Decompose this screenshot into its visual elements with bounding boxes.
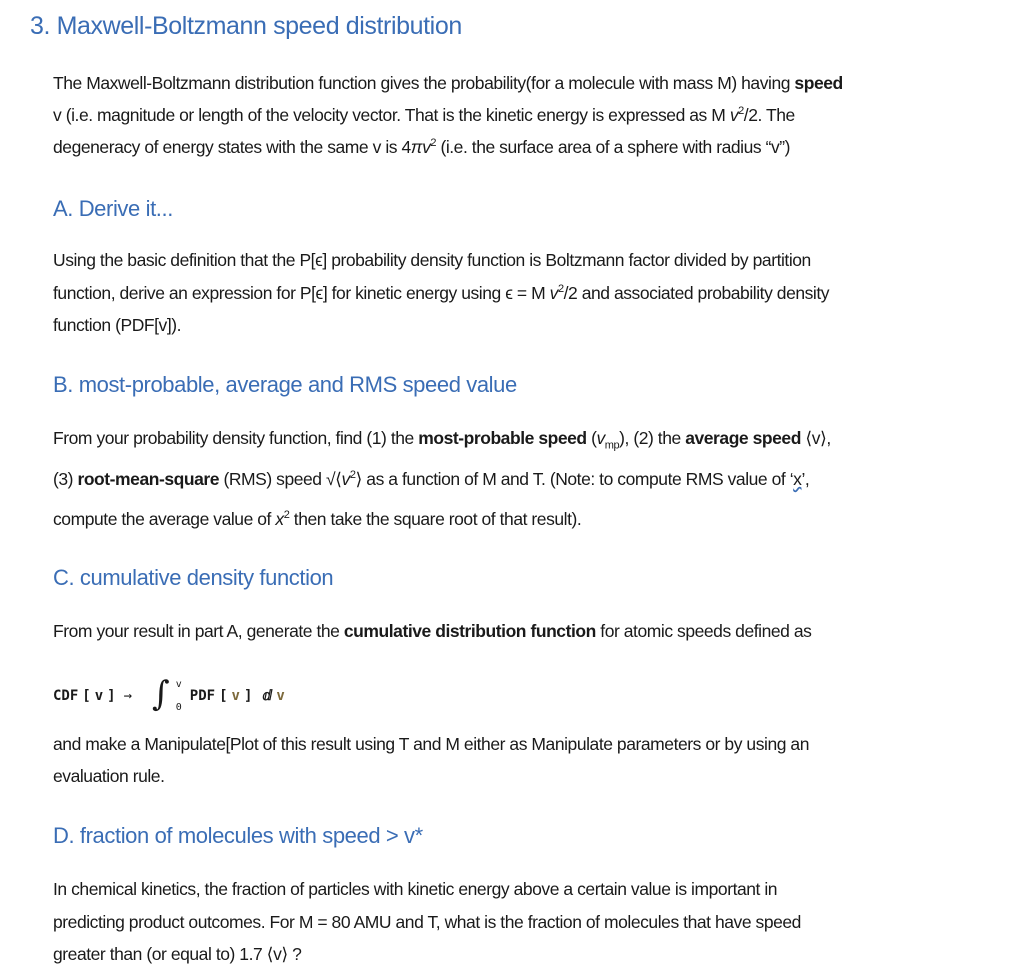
- section-title: 3. Maxwell-Boltzmann speed distribution: [30, 12, 462, 40]
- paragraph-line: [53, 105, 795, 126]
- text-run: degeneracy of energy states with the same v is 4: [53, 137, 411, 157]
- text-run: (RMS) speed √⟨: [219, 469, 342, 489]
- bold-term: root-mean-square: [77, 469, 220, 489]
- formula-bracket: [: [219, 688, 228, 704]
- math-symbol: π: [410, 137, 423, 157]
- cdf-formula: [53, 676, 285, 716]
- text-run: and make a Manipulate[Plot of this result using T and M either as Manipulate parameters or by using an: [53, 734, 809, 754]
- formula-var: v: [276, 688, 285, 704]
- text-run: (: [586, 428, 597, 448]
- text-run: The Maxwell-Boltzmann distribution function gives the probability(for a molecule with mass M) having: [53, 73, 795, 93]
- text-run: mp: [604, 439, 620, 452]
- paragraph-line: [53, 879, 777, 900]
- integral-sign: ∫: [152, 674, 170, 714]
- differential: ⅆ: [262, 688, 273, 704]
- text-run: From your probability density function, find (1) the: [53, 428, 419, 448]
- text-run: ’,: [801, 469, 810, 489]
- formula-bracket: ]: [107, 688, 116, 704]
- bold-term: speed: [794, 73, 843, 93]
- formula-var: v: [231, 688, 240, 704]
- text-run: then take the square root of that result).: [289, 509, 582, 529]
- math-symbol: v: [549, 283, 558, 303]
- subsection-heading: B. most-probable, average and RMS speed value: [53, 372, 517, 397]
- text-run: /2. The: [743, 105, 795, 125]
- paragraph-line: [53, 912, 801, 933]
- paragraph-line: [53, 621, 811, 642]
- text-run: (i.e. the surface area of a sphere with radius “v”): [436, 137, 791, 157]
- paragraph-line: [53, 509, 581, 530]
- math-symbol: x: [275, 509, 284, 529]
- formula-bracket: [: [82, 688, 91, 704]
- text-run: ), (2) the: [619, 428, 686, 448]
- paragraph-line: [53, 315, 181, 336]
- text-run: ⟨v⟩,: [800, 428, 831, 448]
- bold-term: cumulative distribution function: [343, 621, 596, 641]
- lower-limit: 0: [175, 702, 182, 713]
- text-run: 2: [738, 105, 744, 118]
- text-run: /2 and associated probability density: [563, 283, 830, 303]
- text-run: greater than (or equal to) 1.7 ⟨v⟩ ?: [53, 944, 302, 964]
- subsection-heading: A. Derive it...: [53, 196, 173, 221]
- text-run: 2: [430, 137, 437, 150]
- paragraph-line: [53, 469, 809, 490]
- paragraph-line: [53, 283, 829, 304]
- bold-term: most-probable speed: [418, 428, 587, 448]
- text-run: function, derive an expression for P[ϵ] for kinetic energy using ϵ = M: [53, 283, 550, 303]
- paragraph-line: [53, 73, 843, 94]
- bold-term: average speed: [685, 428, 801, 448]
- text-run: (3): [53, 469, 78, 489]
- text-run: predicting product outcomes. For M = 80 AMU and T, what is the fraction of molecules that have speed: [53, 912, 801, 932]
- text-run: function (PDF[v]).: [53, 315, 182, 335]
- paragraph-line: [53, 944, 301, 965]
- text-run: 2: [557, 283, 564, 296]
- paragraph-line: [53, 250, 811, 271]
- paragraph-line: [53, 766, 165, 787]
- math-symbol: v: [596, 428, 605, 448]
- formula-lhs: CDF: [53, 688, 79, 704]
- arrow-icon: →: [123, 688, 133, 704]
- text-run: 2: [349, 469, 356, 482]
- text-run: v (i.e. magnitude or length of the velocity vector. That is the kinetic energy is expressed as M: [53, 105, 730, 125]
- text-run: evaluation rule.: [53, 766, 165, 786]
- text-run: ⟩ as a function of M and T. (Note: to compute RMS value of ‘: [355, 469, 794, 489]
- text-run: x: [793, 469, 802, 489]
- text-run: 2: [283, 509, 290, 522]
- paragraph-line: [53, 137, 790, 158]
- formula-var: v: [94, 688, 104, 704]
- math-symbol: v: [341, 469, 350, 489]
- text-run: compute the average value of: [53, 509, 276, 529]
- formula-bracket: ]: [243, 688, 253, 704]
- integral-limits: [176, 679, 182, 713]
- subsection-heading: D. fraction of molecules with speed > v*: [53, 823, 423, 848]
- subsection-heading: C. cumulative density function: [53, 565, 334, 590]
- math-symbol: v: [729, 105, 739, 125]
- integrand: PDF: [189, 688, 216, 704]
- upper-limit: v: [175, 679, 182, 690]
- text-run: In chemical kinetics, the fraction of particles with kinetic energy above a certain value is important in: [53, 879, 778, 899]
- paragraph-line: [53, 734, 809, 755]
- text-run: Using the basic definition that the P[ϵ] probability density function is Boltzmann factor divided by partition: [53, 250, 811, 270]
- text-run: From your result in part A, generate the: [53, 621, 344, 641]
- text-run: for atomic speeds defined as: [595, 621, 812, 641]
- math-symbol: v: [422, 137, 431, 157]
- paragraph-line: [53, 428, 831, 452]
